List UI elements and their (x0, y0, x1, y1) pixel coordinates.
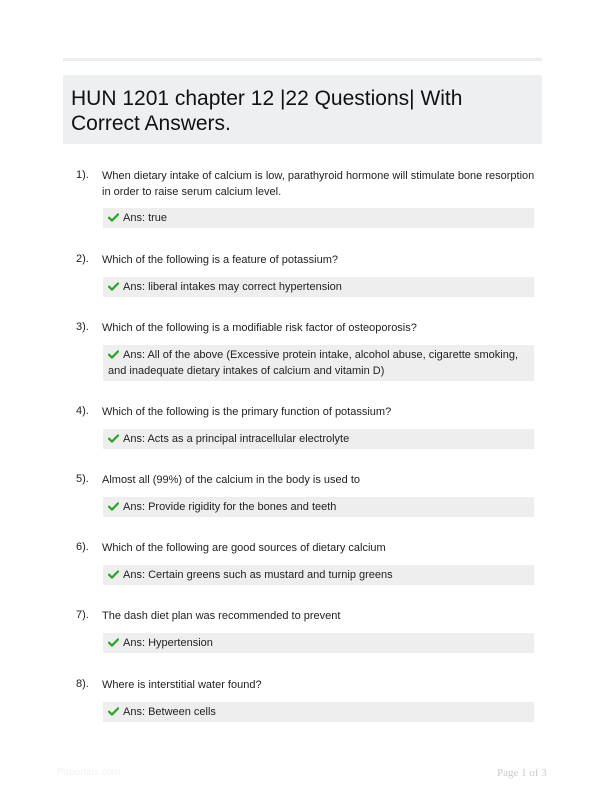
title-banner (63, 75, 542, 144)
answer-box (103, 497, 534, 517)
check-icon (108, 213, 119, 222)
page-title: HUN 1201 chapter 12 |22 Questions| With Correct Answers. (71, 87, 463, 135)
question-text: Which of the following is a feature of potassium? (102, 254, 339, 266)
question-text: Which of the following are good sources of dietary calcium (102, 542, 386, 554)
check-icon (108, 570, 119, 579)
question-text: Which of the following is the primary function of potassium? (102, 406, 392, 418)
answer-text: Ans: Hypertension (123, 637, 213, 649)
top-divider (63, 58, 542, 61)
answer-text: Ans: Provide rigidity for the bones and teeth (123, 501, 337, 513)
answer-text: Ans: Certain greens such as mustard and turnip greens (123, 569, 393, 581)
answer-box (103, 277, 534, 297)
question-number: 7). (76, 609, 89, 621)
question-number: 3). (76, 321, 89, 333)
question-text: Almost all (99%) of the calcium in the body is used to (102, 474, 361, 486)
question-text: The dash diet plan was recommended to prevent (102, 610, 341, 622)
answer-box (103, 429, 534, 449)
answer-text: Ans: Acts as a principal intracellular electrolyte (123, 433, 350, 445)
question-number: 8). (76, 678, 89, 690)
footer-watermark: Paperlibs.com (57, 767, 121, 778)
check-icon (108, 707, 119, 716)
answer-text: Ans: true (123, 212, 168, 224)
page-indicator: Page 1 of 3 (497, 767, 547, 779)
question-number: 6). (76, 541, 89, 553)
check-icon (108, 350, 119, 359)
question-number: 1). (76, 169, 89, 181)
answer-text: Ans: liberal intakes may correct hypertension (123, 281, 342, 293)
answer-box (103, 345, 534, 381)
question-number: 2). (76, 253, 89, 265)
check-icon (108, 434, 119, 443)
check-icon (108, 502, 119, 511)
answer-box (103, 633, 534, 653)
answer-box (103, 208, 534, 228)
answer-box (103, 565, 534, 585)
check-icon (108, 282, 119, 291)
question-number: 4). (76, 405, 89, 417)
question-number: 5). (76, 473, 89, 485)
answer-box (103, 702, 534, 722)
question-text: Which of the following is a modifiable risk factor of osteoporosis? (102, 322, 417, 334)
answer-text: Ans: Between cells (123, 706, 216, 718)
answer-text: Ans: All of the above (Excessive protein intake, alcohol abuse, cigarette smoking, and inadequate dietary intakes of calcium and vitamin D) (108, 349, 518, 377)
question-text: Where is interstitial water found? (102, 679, 262, 691)
question-text: When dietary intake of calcium is low, parathyroid hormone will stimulate bone resorption in order to raise serum calcium level. (102, 170, 535, 198)
check-icon (108, 638, 119, 647)
